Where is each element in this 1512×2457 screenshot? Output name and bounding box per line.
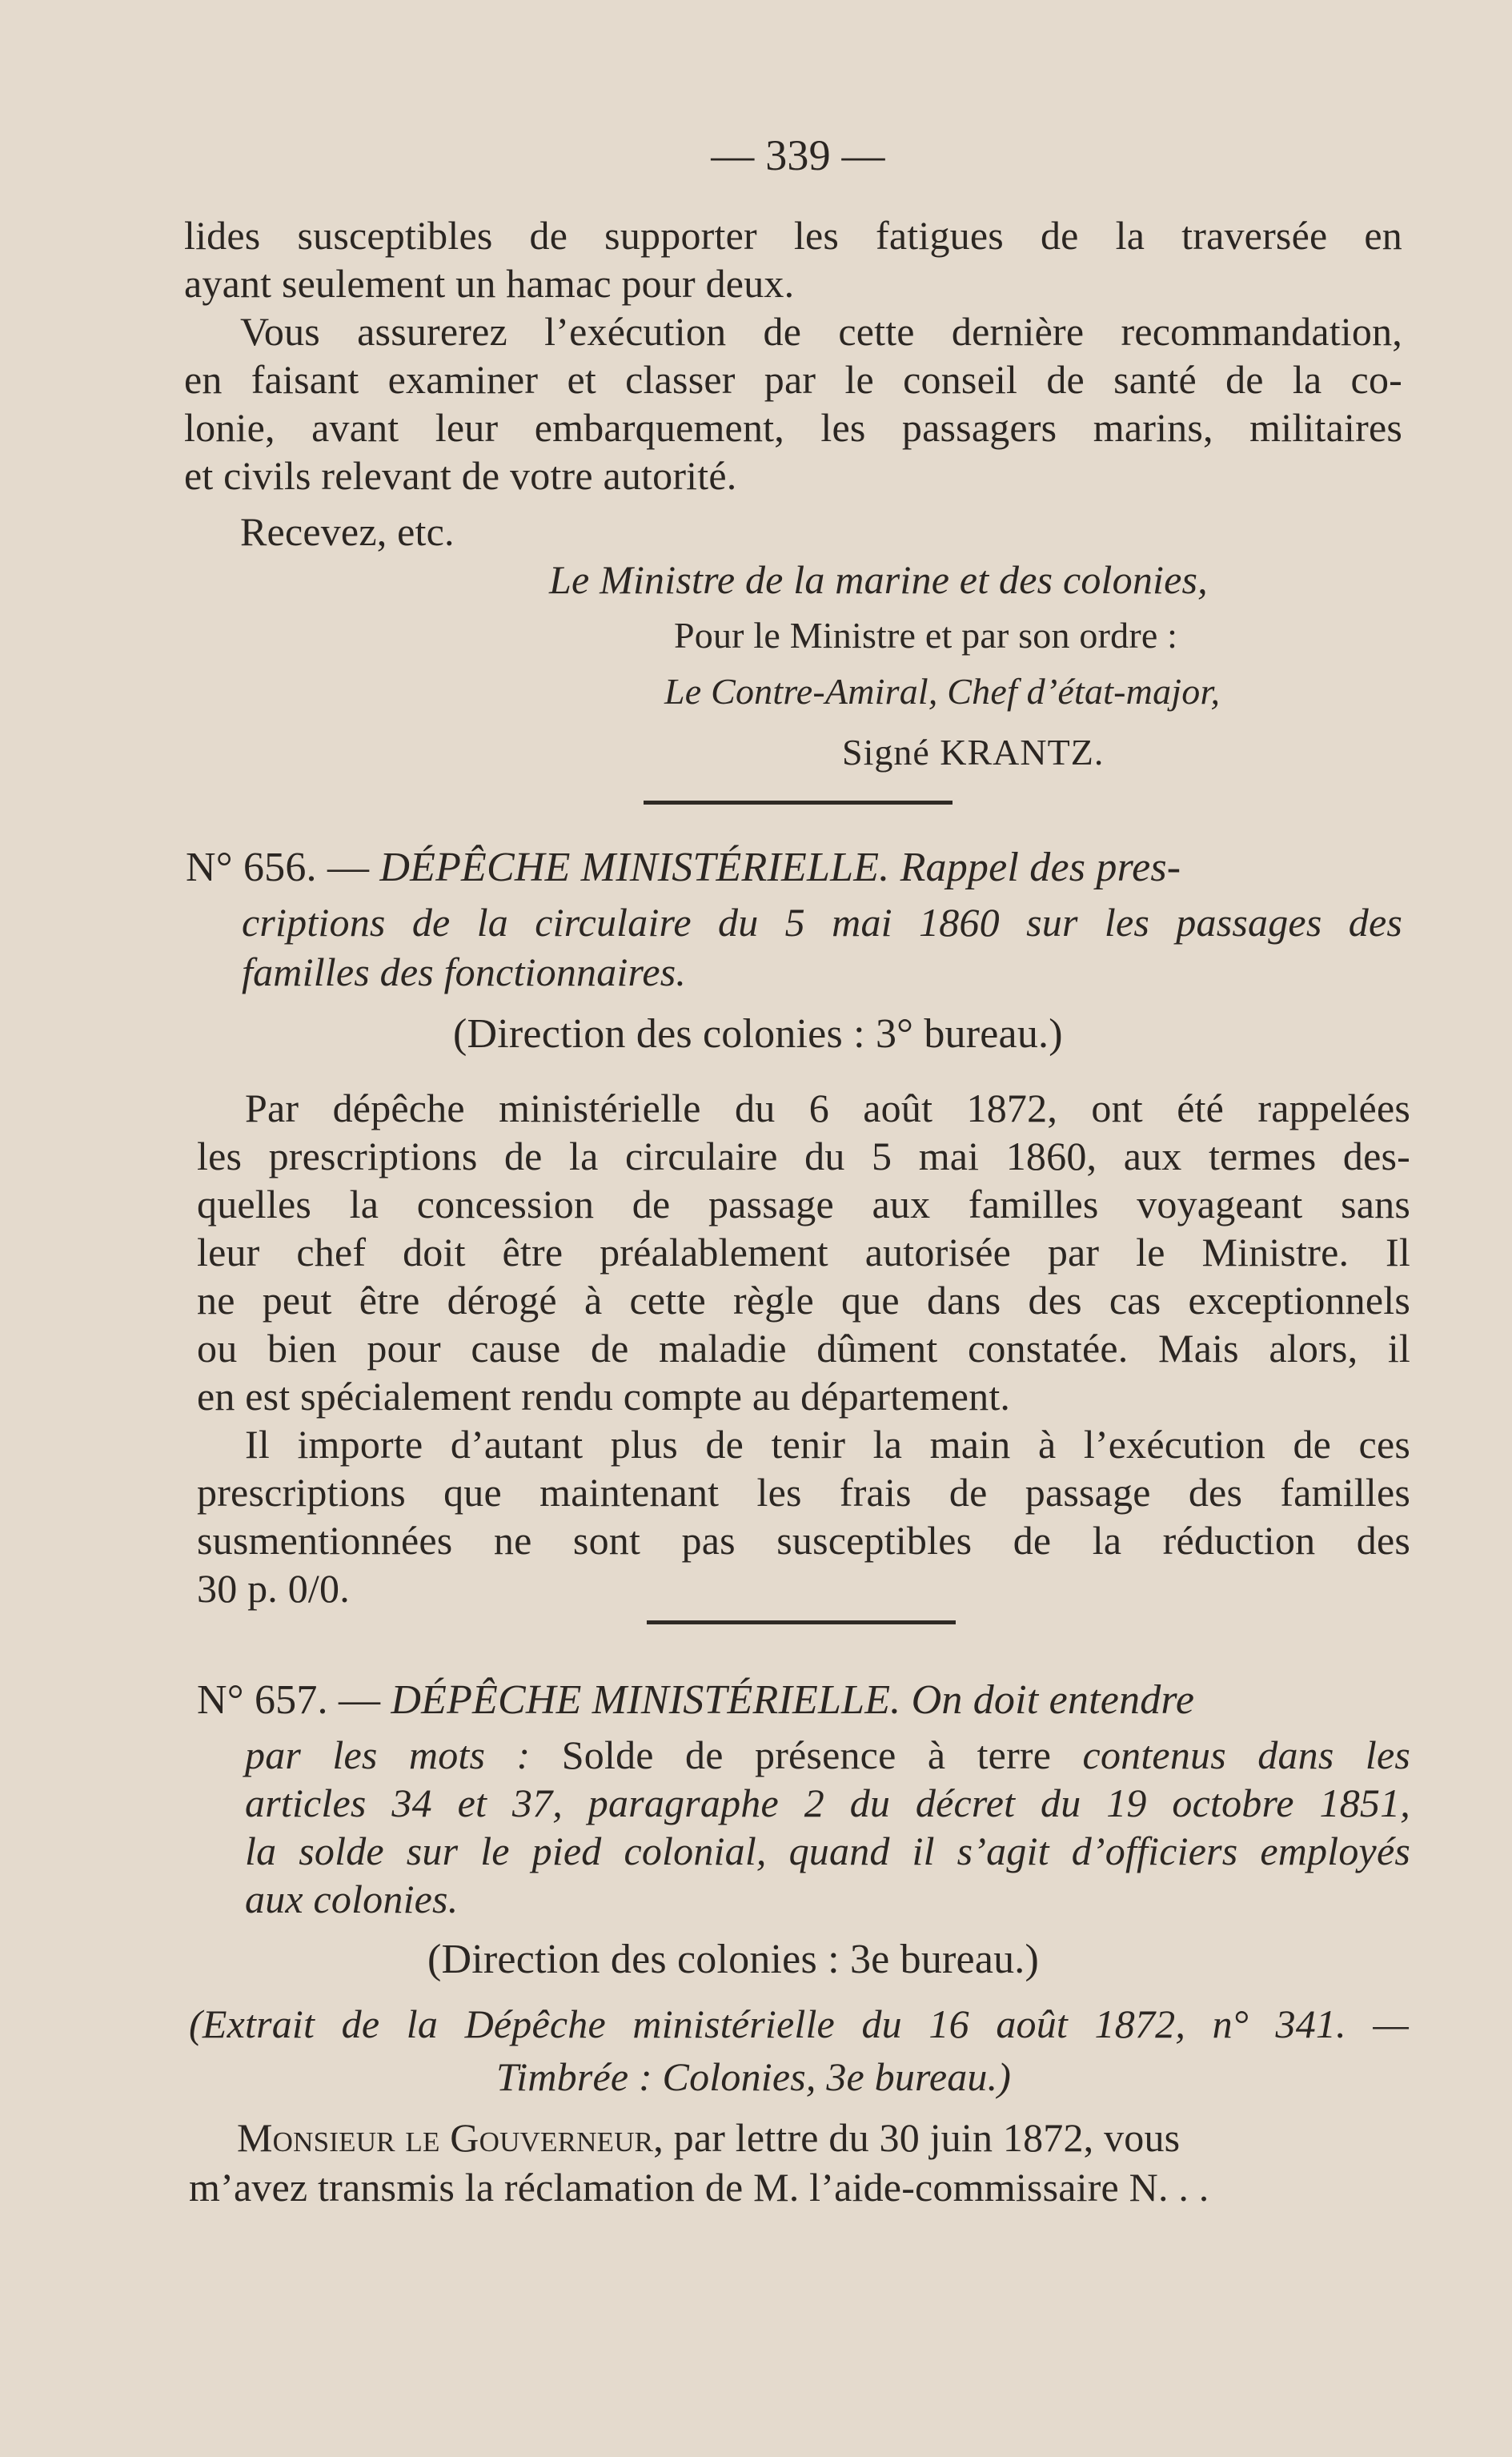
signature-name: Signé KRANTZ. bbox=[842, 732, 1105, 773]
entry-657-heading-line: aux colonies. bbox=[245, 1877, 459, 1921]
signature-order: Pour le Ministre et par son ordre : bbox=[674, 615, 1178, 656]
body-line: Il importe d’autant plus de tenir la main à l’exécution de ces bbox=[245, 1422, 1410, 1467]
body-line: leur chef doit être préalablement autorisée par le Ministre. Il bbox=[197, 1230, 1410, 1275]
entry-657-heading-line: articles 34 et 37, paragraphe 2 du décret du 19 octobre 1851, bbox=[245, 1781, 1410, 1825]
body-line: Par dépêche ministérielle du 6 août 1872, ont été rappelées bbox=[245, 1086, 1410, 1130]
body-line: ayant seulement un hamac pour deux. bbox=[184, 261, 795, 306]
body-line: prescriptions que maintenant les frais de passage des familles bbox=[197, 1470, 1410, 1515]
entry-656-heading bbox=[186, 844, 1402, 892]
section-divider bbox=[647, 1620, 956, 1624]
entry-title: DÉPÊCHE MINISTÉRIELLE. On doit entendre bbox=[391, 1677, 1195, 1723]
body-line: lonie, avant leur embarquement, les passagers marins, militaires bbox=[184, 405, 1402, 450]
entry-656-heading-line: criptions de la circulaire du 5 mai 1860 sur les passages des bbox=[242, 900, 1402, 945]
entry-657-heading-line: la solde sur le pied colonial, quand il s’agit d’officiers employés bbox=[245, 1829, 1410, 1873]
salutation: Monsieur le Gouverneur, bbox=[237, 2115, 664, 2160]
entry-number: N° 657. — bbox=[197, 1677, 381, 1723]
entry-title: DÉPÊCHE MINISTÉRIELLE. Rappel des pres- bbox=[379, 845, 1181, 890]
body-line: les prescriptions de la circulaire du 5 mai 1860, aux termes des- bbox=[197, 1134, 1410, 1178]
heading-fragment: contenus dans les bbox=[1082, 1732, 1411, 1777]
extract-line: (Extrait de la Dépêche ministérielle du 16 août 1872, n° 341. — bbox=[189, 2001, 1409, 2046]
entry-657-heading-line bbox=[245, 1731, 1410, 1779]
extract-line: Timbrée : Colonies, 3e bureau.) bbox=[496, 2054, 1012, 2099]
salutation-line bbox=[237, 2114, 1180, 2162]
page-number: — 339 — bbox=[711, 131, 885, 179]
body-line: susmentionnées ne sont pas susceptibles de la réduction des bbox=[197, 1518, 1410, 1563]
body-line: ou bien pour cause de maladie dûment constatée. Mais alors, il bbox=[197, 1326, 1410, 1371]
body-fragment: par lettre du 30 juin 1872, vous bbox=[673, 2115, 1181, 2160]
body-line: 30 p. 0/0. bbox=[197, 1566, 350, 1611]
entry-number: N° 656. — bbox=[186, 845, 370, 890]
heading-fragment: par les mots : bbox=[245, 1732, 531, 1777]
entry-657-heading bbox=[197, 1676, 1410, 1724]
body-line: quelles la concession de passage aux familles voyageant sans bbox=[197, 1182, 1410, 1226]
entry-656-heading-line: familles des fonctionnaires. bbox=[242, 949, 687, 994]
closing-formula: Recevez, etc. bbox=[240, 509, 455, 554]
body-line: ne peut être dérogé à cette règle que dans des cas exceptionnels bbox=[197, 1278, 1410, 1323]
body-line: lides susceptibles de supporter les fatigues de la traversée en bbox=[184, 213, 1402, 258]
entry-656-direction: (Direction des colonies : 3° bureau.) bbox=[453, 1011, 1063, 1057]
section-divider bbox=[644, 801, 953, 805]
signature-minister: Le Ministre de la marine et des colonies, bbox=[549, 557, 1208, 602]
entry-657-direction: (Direction des colonies : 3e bureau.) bbox=[427, 1937, 1040, 1982]
body-line: Vous assurerez l’exécution de cette dernière recommandation, bbox=[240, 309, 1402, 354]
body-line: en faisant examiner et classer par le conseil de santé de la co- bbox=[184, 357, 1402, 402]
body-line: et civils relevant de votre autorité. bbox=[184, 453, 737, 498]
signature-chief: Le Contre-Amiral, Chef d’état-major, bbox=[664, 671, 1221, 712]
body-line: en est spécialement rendu compte au département. bbox=[197, 1374, 1011, 1419]
body-line: m’avez transmis la réclamation de M. l’aide-commissaire N. . . bbox=[189, 2165, 1209, 2210]
heading-fragment: Solde de présence à terre bbox=[561, 1732, 1052, 1777]
